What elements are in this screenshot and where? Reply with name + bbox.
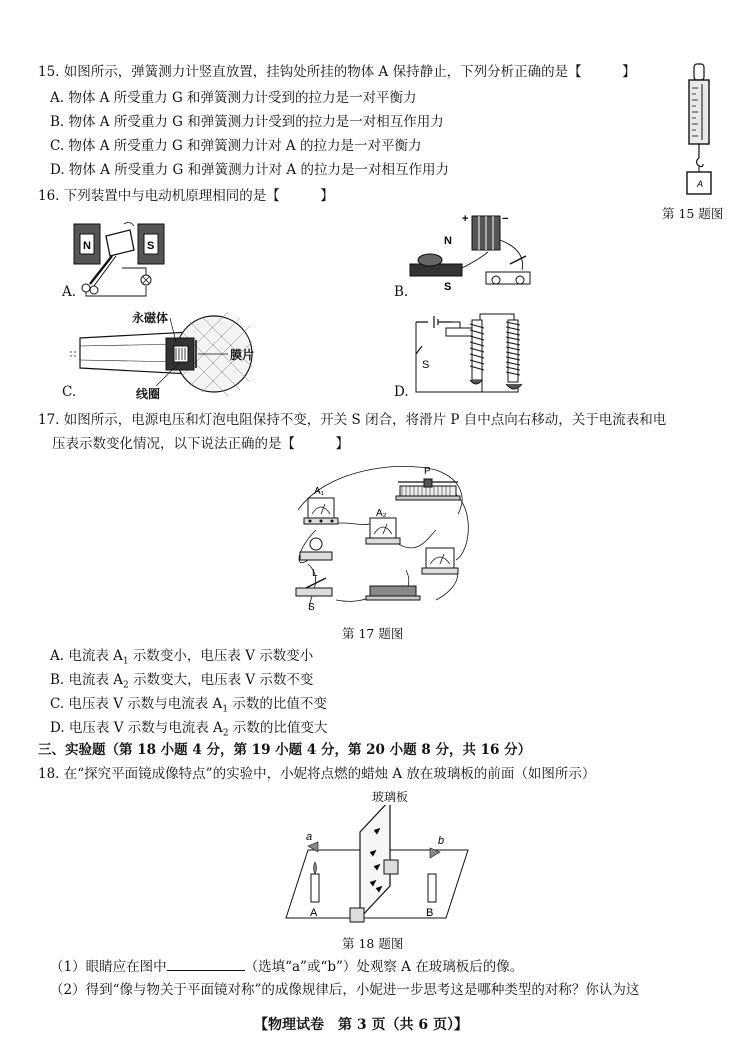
q16-option-a-letter: A. xyxy=(62,284,77,300)
q17-option-a: A. 电流表 $A_1$ 示数变小，电压表 V 示数变小 xyxy=(50,648,314,667)
candle-b xyxy=(428,874,436,902)
rheostat-p xyxy=(396,479,460,500)
svg-text:+: + xyxy=(462,213,469,225)
svg-text:−: − xyxy=(502,213,509,225)
q15-option-a: A. 物体 A 所受重力 G 和弹簧测力计受到的拉力是一对平衡力 xyxy=(50,90,417,106)
q18-answer-blank[interactable] xyxy=(167,956,245,971)
q16-fig-d-electromagnet-circuit xyxy=(408,308,538,402)
q17-option-c: C. 电压表 V 示数与电流表 $A_1$ 示数的比值不变 xyxy=(50,696,327,715)
fig-b-s-label: S xyxy=(444,281,452,293)
ammeter-a1 xyxy=(304,498,338,524)
q17-stem-line1: 17. 如图所示，电源电压和灯泡电阻保持不变，开关 S 闭合，将滑片 P 自中点向右移动，关于电流表和电 xyxy=(38,412,667,428)
fig-c-coil-label: 线圈 xyxy=(136,387,161,401)
q15-option-b: B. 物体 A 所受重力 G 和弹簧测力计受到的拉力是一对相互作用力 xyxy=(50,114,444,130)
q17-circuit-figure xyxy=(286,460,476,620)
fig17-a1-label: A₁ xyxy=(314,486,325,497)
fig18-candle-a-label: A xyxy=(310,907,318,919)
lamp-l xyxy=(300,538,332,560)
q17-option-b: B. 电流表 $A_2$ 示数变大，电压表 V 示数不变 xyxy=(50,672,314,691)
fig17-s-label: S xyxy=(308,602,315,613)
switch-s xyxy=(296,578,332,596)
q16-option-b-letter: B. xyxy=(394,284,409,300)
glass-clip-bottom xyxy=(350,908,364,922)
fig17-l-label: L xyxy=(312,568,318,579)
switch-symbol xyxy=(416,346,422,354)
q17-caption: 第 17 题图 xyxy=(342,626,404,641)
q16-fig-a-motor xyxy=(72,214,182,300)
fig18-glass-label: 玻璃板 xyxy=(372,790,409,804)
q16-stem: 16. 下列装置中与电动机原理相同的是【 】 xyxy=(38,188,334,204)
q16-option-c-letter: C. xyxy=(62,384,77,400)
q18-mirror-figure xyxy=(278,790,478,932)
scale-top-ring xyxy=(694,64,704,80)
q16-option-d-letter: D. xyxy=(394,384,409,400)
object-a-label: A xyxy=(697,179,704,189)
fig17-p-label: P xyxy=(424,466,431,477)
rotor-coil xyxy=(106,230,134,256)
fig18-candle-b-label: B xyxy=(426,907,434,919)
q15-stem: 15. 如图所示，弹簧测力计竖直放置，挂钩处所挂的物体 A 保持静止，下列分析正确的是【 】 xyxy=(38,64,636,80)
q18-caption: 第 18 题图 xyxy=(342,936,404,951)
fig-a-s-label: S xyxy=(147,240,155,252)
q18-sub1: （1）眼睛应在图中 （选填“a”或“b”）处观察 A 在玻璃板后的像。 xyxy=(50,956,523,977)
fig18-eye-a-label: a xyxy=(306,831,313,843)
ammeter-a2 xyxy=(366,518,400,544)
voltmeter-v xyxy=(422,548,458,574)
q18-sub2: （2）得到“像与物关于平面镜对称”的成像规律后，小妮进一步思考这是哪种类型的对称？你认为这 xyxy=(50,982,640,998)
q15-option-c: C. 物体 A 所受重力 G 和弹簧测力计对 A 的拉力是一对平衡力 xyxy=(50,138,422,154)
page-footer: 【物理试卷 第 3 页（共 6 页）】 xyxy=(254,1017,468,1033)
fig-c-diaphragm-label: 膜片 xyxy=(230,348,255,362)
fig-d-s-label: S xyxy=(422,359,430,371)
q15-option-d: D. 物体 A 所受重力 G 和弹簧测力计对 A 的拉力是一对相互作用力 xyxy=(50,162,449,178)
fig18-eye-b-label: b xyxy=(438,835,445,847)
q15-caption: 第 15 题图 xyxy=(662,206,724,221)
battery-symbol xyxy=(416,316,452,328)
q18-stem: 18. 在“探究平面镜成像特点”的实验中，小妮将点燃的蜡烛 A 放在玻璃板的前面（如图所示） xyxy=(38,766,596,782)
q17-stem-line2: 压表示数变化情况，以下说法正确的是【 】 xyxy=(52,436,349,452)
battery-pack xyxy=(366,586,420,600)
fig-a-n-label: N xyxy=(83,240,91,252)
glass-clip-top xyxy=(384,860,398,874)
fig-b-n-label: N xyxy=(444,235,452,247)
scale-hook xyxy=(697,158,704,167)
q17-option-d: D. 电压表 V 示数与电流表 $A_2$ 示数的比值变大 xyxy=(50,720,328,739)
candle-flame xyxy=(314,862,317,874)
fig-c-magnet-label: 永磁体 xyxy=(132,311,169,325)
q16-fig-b-relay xyxy=(406,210,536,302)
electromagnet-base xyxy=(410,264,462,276)
fig17-a2-label: A₂ xyxy=(376,508,387,519)
section3-heading: 三、实验题（第 18 小题 4 分，第 19 小题 4 分，第 20 小题 8 分，共 16 分） xyxy=(38,742,532,758)
rheostat-symbol xyxy=(446,328,474,336)
candle-a xyxy=(311,874,319,902)
q15-spring-scale-figure xyxy=(670,62,730,202)
